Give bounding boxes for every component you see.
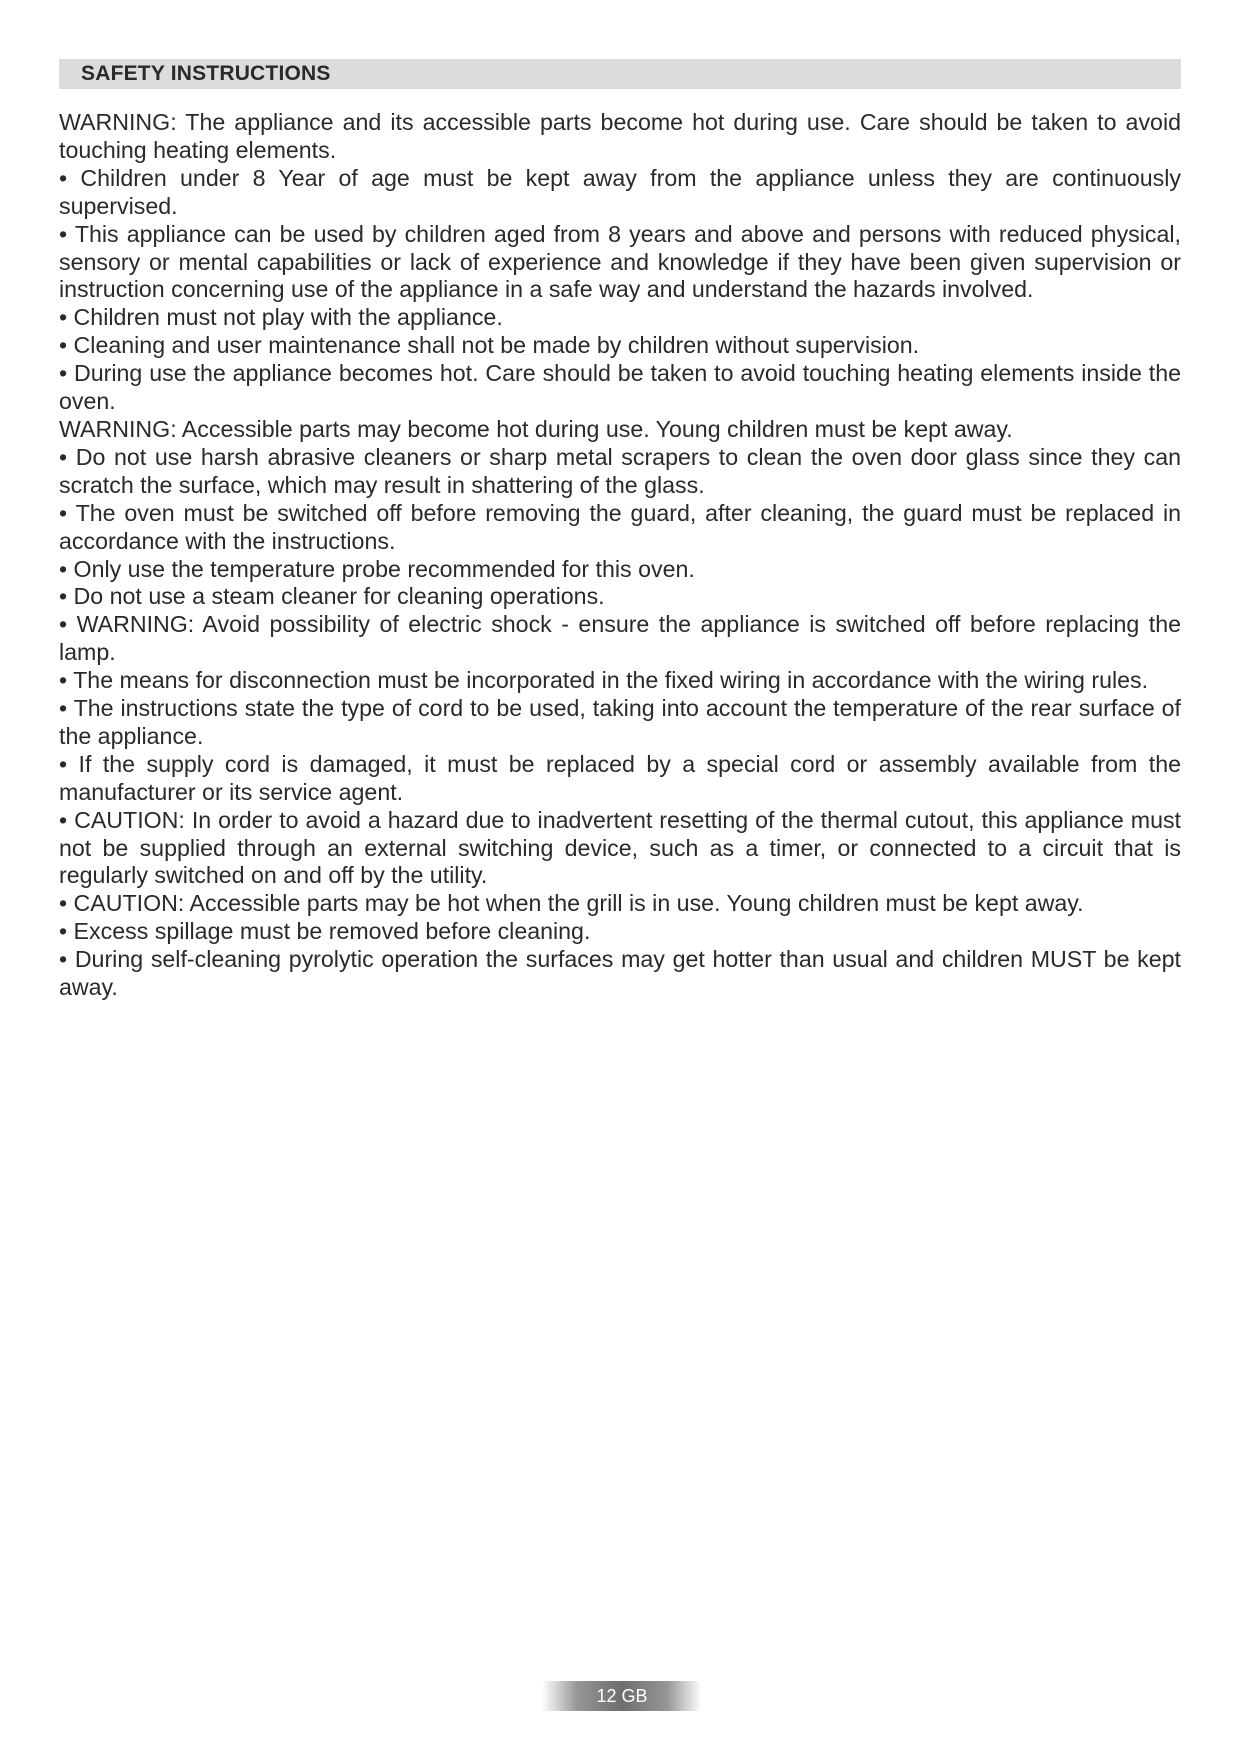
instruction-paragraph: • Do not use harsh abrasive cleaners or sharp metal scrapers to clean the oven door glass since they can scratch the surface, which may result in shattering of the glass. bbox=[59, 443, 1181, 498]
page-number: 12 GB bbox=[596, 1686, 648, 1706]
instruction-paragraph: • This appliance can be used by children aged from 8 years and above and persons with reduced physical, sensory or mental capabilities or lack of experience and knowledge if they have been given supervision or instruction concerning use of the appliance in a safe way and understand the hazards involved. bbox=[59, 220, 1181, 303]
instruction-paragraph: • The oven must be switched off before removing the guard, after cleaning, the guard must be replaced in accordance with the instructions. bbox=[59, 499, 1181, 554]
section-title: SAFETY INSTRUCTIONS bbox=[81, 62, 331, 85]
instruction-paragraph: WARNING: The appliance and its accessible parts become hot during use. Care should be taken to avoid touching heating elements. bbox=[59, 109, 1181, 163]
instruction-paragraph: • The means for disconnection must be incorporated in the fixed wiring in accordance with the wiring rules. bbox=[59, 667, 1149, 694]
instruction-paragraph: • Children under 8 Year of age must be kept away from the appliance unless they are continuously supervised. bbox=[59, 164, 1181, 219]
instruction-paragraph: • If the supply cord is damaged, it must be replaced by a special cord or assembly available from the manufacturer or its service agent. bbox=[59, 750, 1181, 805]
instruction-paragraph: • CAUTION: Accessible parts may be hot when the grill is in use. Young children must be kept away. bbox=[59, 890, 1084, 917]
instruction-paragraph: • During use the appliance becomes hot. Care should be taken to avoid touching heating elements inside the oven. bbox=[59, 360, 1181, 415]
page-number-badge bbox=[542, 1681, 702, 1711]
section-header-bar bbox=[59, 59, 1181, 89]
instruction-paragraph: • Excess spillage must be removed before cleaning. bbox=[59, 918, 591, 945]
instruction-paragraph: • CAUTION: In order to avoid a hazard due to inadvertent resetting of the thermal cutout, this appliance must not be supplied through an external switching device, such as a timer, or connected to a circuit that is regularly switched on and off by the utility. bbox=[59, 806, 1181, 889]
instruction-paragraph: • Only use the temperature probe recommended for this oven. bbox=[59, 555, 695, 582]
safety-instructions-body bbox=[59, 109, 1181, 1002]
instruction-paragraph: • Do not use a steam cleaner for cleaning operations. bbox=[59, 583, 605, 610]
instruction-paragraph: • WARNING: Avoid possibility of electric shock - ensure the appliance is switched off before replacing the lamp. bbox=[59, 611, 1181, 666]
instruction-paragraph: • Children must not play with the appliance. bbox=[59, 304, 503, 331]
instruction-paragraph: WARNING: Accessible parts may become hot during use. Young children must be kept away. bbox=[59, 415, 1013, 442]
instruction-paragraph: • During self-cleaning pyrolytic operation the surfaces may get hotter than usual and children MUST be kept away. bbox=[59, 946, 1181, 1001]
instruction-paragraph: • Cleaning and user maintenance shall not be made by children without supervision. bbox=[59, 332, 920, 359]
instruction-paragraph: • The instructions state the type of cord to be used, taking into account the temperature of the rear surface of the appliance. bbox=[59, 695, 1181, 749]
